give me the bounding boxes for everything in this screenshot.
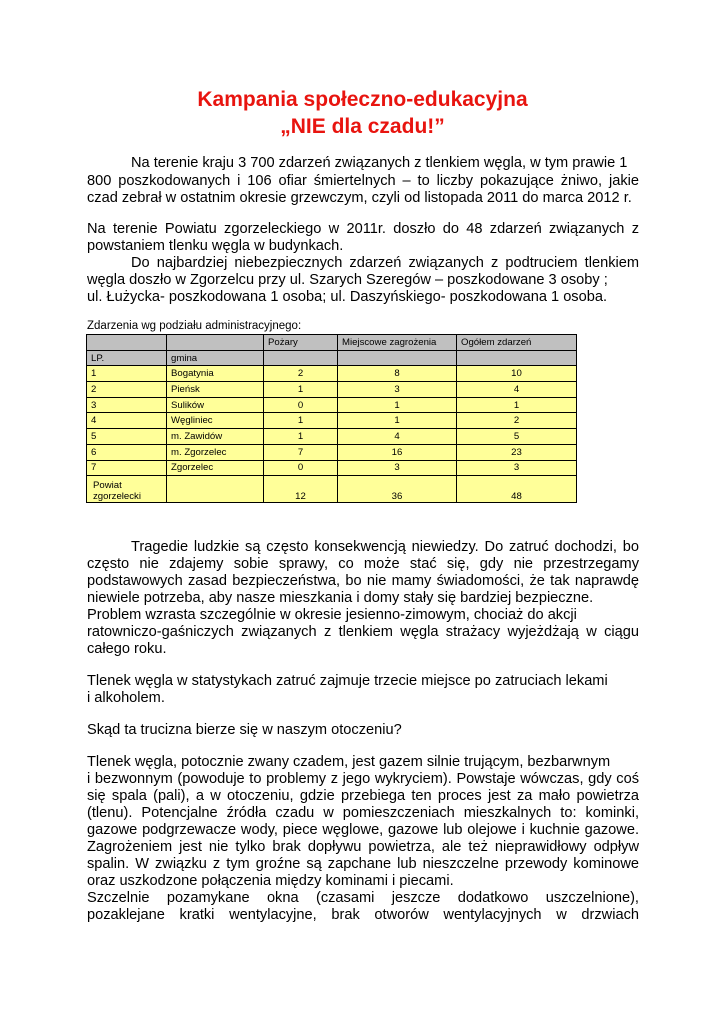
table-row <box>87 460 577 476</box>
row-number: 5 <box>87 429 167 445</box>
row-miejscowe: 4 <box>338 429 457 445</box>
row-gmina: m. Zgorzelec <box>167 444 264 460</box>
total-ogolem: 48 <box>457 476 577 503</box>
table-row <box>87 444 577 460</box>
row-ogolem: 23 <box>457 444 577 460</box>
row-pozary: 7 <box>264 444 338 460</box>
row-pozary: 1 <box>264 382 338 398</box>
header-gmina: gmina <box>167 350 264 366</box>
header-cell-empty <box>167 335 264 351</box>
row-gmina: Pieńsk <box>167 382 264 398</box>
row-number: 4 <box>87 413 167 429</box>
paragraph-6-question: Skąd ta trucizna bierze się w naszym otoczeniu? <box>87 722 402 738</box>
row-number: 6 <box>87 444 167 460</box>
header-pozary: Pożary <box>264 335 338 351</box>
title-line-1: Kampania społeczno-edukacyjna <box>197 88 528 111</box>
paragraph-4-line-5: Problem wzrasta szczególnie w okresie jesienno-zimowym, chociaż do akcji <box>87 607 577 623</box>
header-miejscowe-zagrozenia: Miejscowe zagrożenia <box>338 335 457 351</box>
paragraph-2-line-1: Na terenie Powiatu zgorzeleckiego w 2011r. doszło do 48 zdarzeń związanych z <box>87 221 639 237</box>
total-gmina-empty <box>167 476 264 503</box>
paragraph-7-line-3: się spala (pali), a w otoczeniu, gdzie przebiega ten proces jest za mało powietrza <box>87 788 639 804</box>
header-lp: LP. <box>87 350 167 366</box>
row-gmina: m. Zawidów <box>167 429 264 445</box>
header-cell-empty <box>264 350 338 366</box>
row-ogolem: 3 <box>457 460 577 476</box>
paragraph-1-line-1: Na terenie kraju 3 700 zdarzeń związanych z tlenkiem węgla, w tym prawie 1 <box>131 155 628 171</box>
header-cell-empty <box>338 350 457 366</box>
paragraph-7-line-6: Zagrożeniem jest nie tylko brak dopływu powietrza, ale też nieprawidłowy odpływ <box>87 839 639 855</box>
row-miejscowe: 1 <box>338 413 457 429</box>
title-line-2: „NIE dla czadu!” <box>280 115 445 138</box>
paragraph-4-line-4: niewiele potrzeba, aby nasze mieszkania i domy stały się bardziej bezpieczne. <box>87 590 594 606</box>
paragraph-4-line-6: ratowniczo-gaśniczych związanych z tlenkiem węgla strażacy wyjeżdżają w ciągu <box>87 624 639 640</box>
row-pozary: 1 <box>264 429 338 445</box>
table-row <box>87 397 577 413</box>
paragraph-3-line-3: ul. Łużycka- poszkodowana 1 osoba; ul. Daszyńskiego- poszkodowana 1 osoba. <box>87 289 608 305</box>
row-gmina: Zgorzelec <box>167 460 264 476</box>
table-row <box>87 382 577 398</box>
row-number: 2 <box>87 382 167 398</box>
header-ogolem-zdarzen: Ogółem zdarzeń <box>457 335 577 351</box>
paragraph-5-line-2: i alkoholem. <box>87 690 165 706</box>
incidents-table <box>86 334 577 503</box>
paragraph-4-line-7: całego roku. <box>87 641 167 657</box>
paragraph-8-line-1: Szczelnie pozamykane okna (czasami jeszcze dodatkowo uszczelnione), <box>87 890 639 906</box>
table-subheader-row <box>87 350 577 366</box>
row-ogolem: 5 <box>457 429 577 445</box>
row-miejscowe: 1 <box>338 397 457 413</box>
table-row <box>87 366 577 382</box>
row-miejscowe: 16 <box>338 444 457 460</box>
total-label-line-1: Powiat <box>93 480 122 492</box>
paragraph-1-line-2: 800 poszkodowanych i 106 ofiar śmiertelnych – to liczby pokazujące żniwo, jakie <box>87 173 639 189</box>
row-miejscowe: 3 <box>338 460 457 476</box>
row-ogolem: 4 <box>457 382 577 398</box>
paragraph-4-line-1: Tragedie ludzkie są często konsekwencją niewiedzy. Do zatruć dochodzi, bo <box>131 539 639 555</box>
paragraph-7-line-8: oraz uszkodzone połączenia między kominami i piecami. <box>87 873 454 889</box>
paragraph-7-line-2: i bezwonnym (powoduje to problemy z jego wykryciem). Powstaje wówczas, gdy coś <box>87 771 639 787</box>
paragraph-7-line-7: spalin. W związku z tym groźne są zapchane lub nieszczelne przewody kominowe <box>87 856 639 872</box>
row-pozary: 1 <box>264 413 338 429</box>
row-miejscowe: 8 <box>338 366 457 382</box>
paragraph-7-line-5: gazowe podgrzewacze wody, piece węglowe, gazowe lub olejowe i kuchnie gazowe. <box>87 822 639 838</box>
paragraph-2-line-2: powstaniem tlenku węgla w budynkach. <box>87 238 344 254</box>
paragraph-1-line-3: czad zebrał w ostatnim okresie grzewczym, czyli od listopada 2011 do marca 2012 r. <box>87 190 632 206</box>
table-row <box>87 429 577 445</box>
header-cell-empty <box>87 335 167 351</box>
row-pozary: 0 <box>264 460 338 476</box>
paragraph-3-line-1: Do najbardziej niebezpiecznych zdarzeń związanych z podtruciem tlenkiem <box>131 255 639 271</box>
paragraph-3-line-2: węgla doszło w Zgorzelcu przy ul. Szarych Szeregów – poszkodowane 3 osoby ; <box>87 272 608 288</box>
paragraph-8-line-2: pozaklejane kratki wentylacyjne, brak otworów wentylacyjnych w drzwiach <box>87 907 639 923</box>
row-pozary: 0 <box>264 397 338 413</box>
paragraph-4-line-2: często nie zdajemy sobie sprawy, co może stać się, gdy nie przestrzegamy <box>87 556 639 572</box>
row-number: 3 <box>87 397 167 413</box>
row-ogolem: 2 <box>457 413 577 429</box>
row-pozary: 2 <box>264 366 338 382</box>
row-ogolem: 1 <box>457 397 577 413</box>
total-label <box>87 476 167 503</box>
total-pozary: 12 <box>264 476 338 503</box>
row-number: 1 <box>87 366 167 382</box>
table-total-row <box>87 476 577 503</box>
table-caption: Zdarzenia wg podziału administracyjnego: <box>87 320 302 332</box>
row-ogolem: 10 <box>457 366 577 382</box>
paragraph-7-line-1: Tlenek węgla, potocznie zwany czadem, jest gazem silnie trującym, bezbarwnym <box>87 754 611 770</box>
row-number: 7 <box>87 460 167 476</box>
row-gmina: Węgliniec <box>167 413 264 429</box>
paragraph-7-line-4: (tlenu). Potencjalne źródła czadu w pomieszczeniach mieszkalnych to: kominki, <box>87 805 639 821</box>
row-gmina: Bogatynia <box>167 366 264 382</box>
row-miejscowe: 3 <box>338 382 457 398</box>
table-row <box>87 413 577 429</box>
header-cell-empty <box>457 350 577 366</box>
row-gmina: Sulików <box>167 397 264 413</box>
total-label-line-2: zgorzelecki <box>93 491 141 503</box>
table-header-row <box>87 335 577 351</box>
paragraph-5-line-1: Tlenek węgla w statystykach zatruć zajmuje trzecie miejsce po zatruciach lekami <box>87 673 608 689</box>
paragraph-4-line-3: podstawowych zasad bezpieczeństwa, bo nie mamy świadomości, że tak naprawdę <box>87 573 639 589</box>
total-miejscowe: 36 <box>338 476 457 503</box>
